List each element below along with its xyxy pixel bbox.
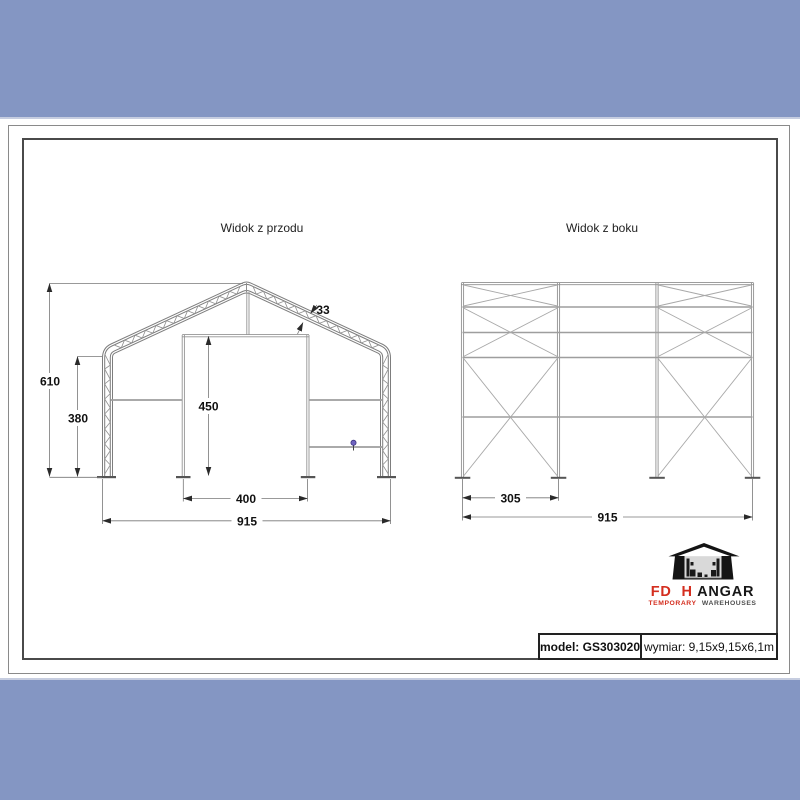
front-view (37, 221, 397, 529)
logo-wordmark (651, 584, 755, 600)
title-block (538, 633, 778, 660)
dim-side-total-width: 915 (597, 510, 618, 525)
side-columns (461, 282, 753, 477)
dim-total-height: 610 (39, 374, 61, 389)
title-block-model: model: GS303020 (540, 635, 642, 658)
logo-fd: FD (650, 584, 672, 600)
logo (648, 543, 756, 607)
front-door-frame (182, 292, 309, 476)
dim-door-width: 400 (235, 492, 257, 506)
front-base-plates (97, 476, 396, 478)
rail-marker-icon (351, 440, 356, 450)
side-base-plates (455, 477, 761, 479)
side-bracing (464, 285, 752, 476)
side-view-title: Widok z boku (565, 221, 639, 235)
logo-tagline (648, 600, 756, 607)
title-block-dimension: wymiar: 9,15x9,15x6,1m (643, 639, 775, 654)
dim-front-total-width: 915 (236, 514, 258, 529)
side-rails (463, 307, 753, 417)
tagline-temporary: TEMPORARY (648, 599, 697, 607)
dim-bay-width: 305 (500, 491, 521, 506)
tagline-warehouses: WAREHOUSES (701, 599, 757, 607)
side-dimension-labels (495, 490, 623, 525)
dim-door-height: 450 (198, 399, 219, 414)
front-view-title: Widok z przodu (220, 221, 304, 235)
logo-angar: ANGAR (697, 584, 755, 600)
dim-wall-height: 380 (67, 411, 89, 426)
front-wall-rails (111, 400, 383, 447)
dim-truss-depth: 33 (316, 303, 330, 317)
side-view (455, 221, 761, 525)
logo-h: H (681, 584, 693, 600)
hangar-icon (669, 543, 740, 580)
